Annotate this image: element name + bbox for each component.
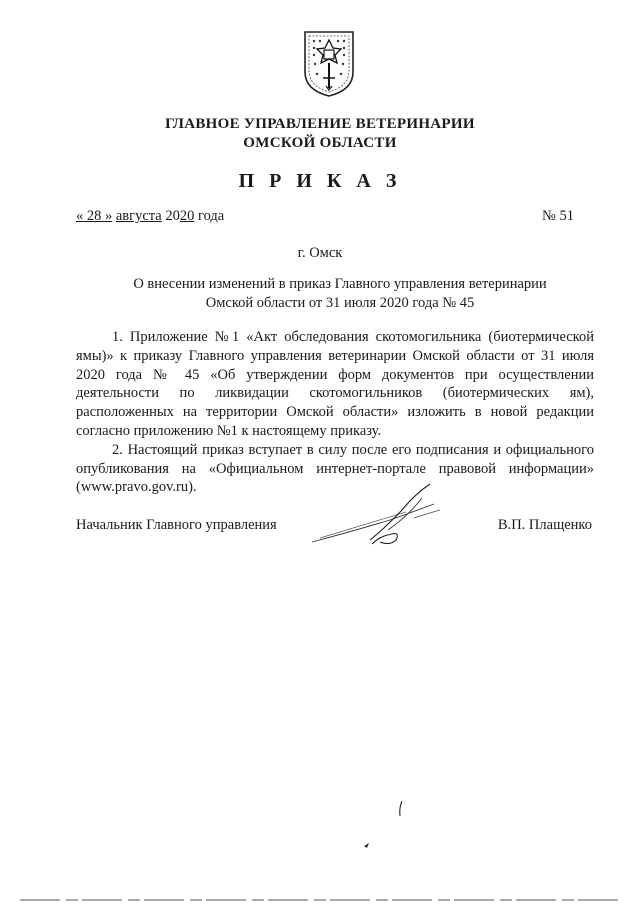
coat-of-arms-icon [301,28,357,98]
scan-artifact-mark [362,838,374,850]
document-date [76,208,224,225]
subject-line2: Омской области от 31 июля 2020 года № 45 [205,295,475,311]
date-month: августа [115,208,162,224]
body-paragraph-1: 1. Приложение №1 «Акт обследования скотомогильника (биотермической ямы)» к приказу Главного управления ветеринарии Омской области от 31 июля 2020 года № 45 «Об утверждении форм документов при осуществлении деятельности по ликвидации скотомогильников (биотермических ям), расположенных на территории Омской области» изложить в новой редакции согласно приложению №1 к настоящему приказу. [76,329,594,439]
date-day: 28 [83,208,105,224]
document-number: № 51 [542,208,574,224]
date-close-quote: » [105,208,113,224]
signer-name: В.П. Плащенко [497,517,592,533]
date-year-prefix: 20 [165,208,180,224]
date-word: года [194,208,225,224]
document-subject [100,275,580,313]
document-city: г. Омск [297,245,343,261]
subject-line1: О внесении изменений в приказ Главного управления ветеринарии [133,276,547,292]
date-open-quote: « [76,208,84,224]
organization-name-line2: ОМСКОЙ ОБЛАСТИ [243,135,397,151]
document-title: П Р И К А З [238,170,402,192]
body-paragraph-2: 2. Настоящий приказ вступает в силу после его подписания и официального опубликования на «Официальном интернет-портале правовой информации» (www.pravo.gov.ru). [76,441,594,496]
date-year-suffix: 20 [179,208,195,224]
document-body [76,328,594,497]
handwritten-signature [310,480,450,560]
signer-position: Начальник Главного управления [76,517,277,533]
scan-artifact-mark [396,800,406,818]
bottom-edge-line [0,898,640,902]
organization-name-line1: ГЛАВНОЕ УПРАВЛЕНИЕ ВЕТЕРИНАРИИ [165,116,475,132]
